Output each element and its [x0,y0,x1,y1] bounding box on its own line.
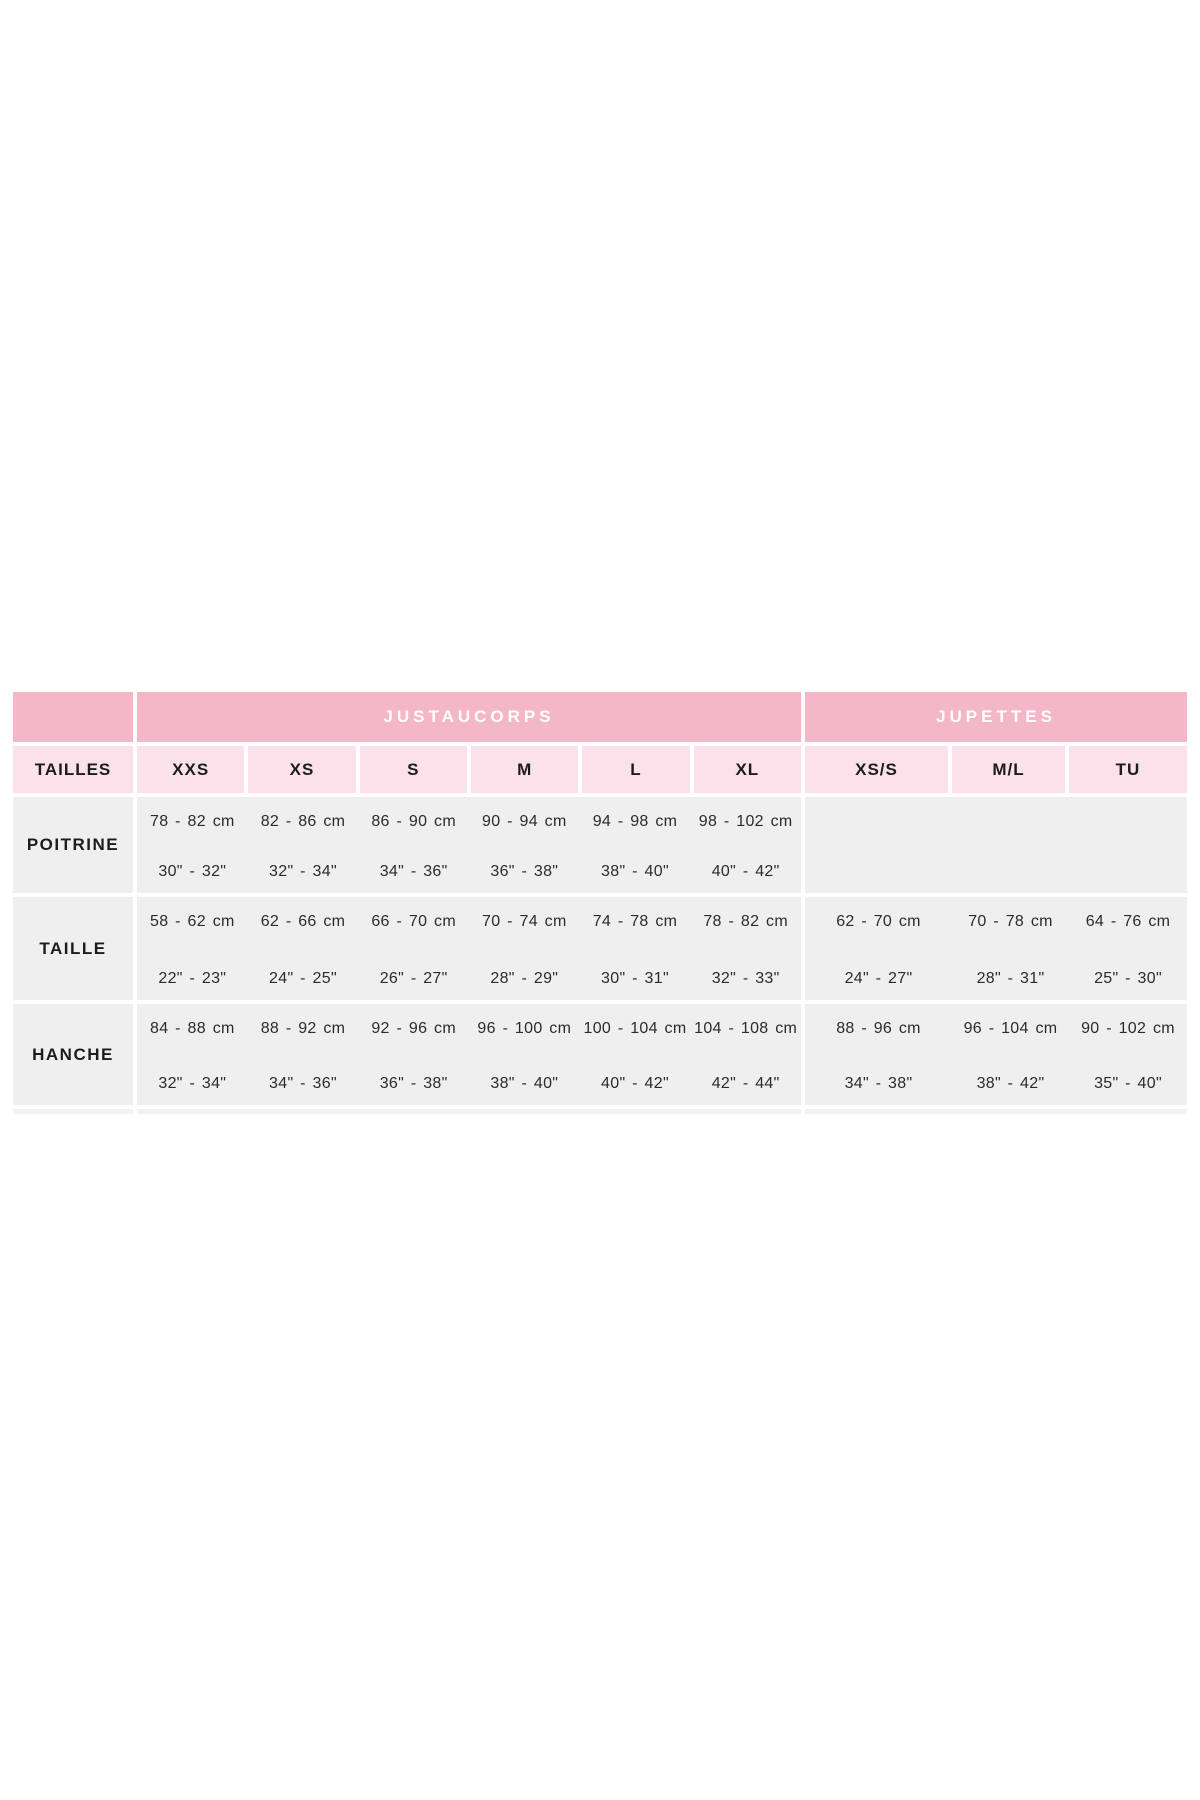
measurement-cell [580,1004,691,1105]
value-cm: 82 - 86 cm [260,813,346,830]
value-cm: 90 - 94 cm [482,813,567,830]
size-column-header-xl: XL [694,746,801,793]
value-in: 26" - 27" [379,970,448,987]
size-chart-table [13,692,1187,1114]
measurement-cell [137,897,248,1000]
value-in: 40" - 42" [601,1075,669,1092]
measurement-cell [248,1004,359,1105]
value-in: 22" - 23" [158,970,227,987]
value-cm: 86 - 90 cm [371,813,456,830]
table-row-poitrine [13,797,1187,893]
measurement-cell [358,897,469,1000]
bottom-strip-segment [137,1109,801,1114]
poitrine-justaucorps-values [137,797,801,893]
measurement-cell [952,1004,1069,1105]
value-in: 34" - 38" [844,1075,913,1092]
size-column-header-ml: M/L [952,746,1065,793]
row-label-poitrine: POITRINE [13,797,133,893]
value-cm: 88 - 96 cm [836,1020,921,1037]
measurement-cell [690,797,801,893]
value-in: 40" - 42" [711,863,780,880]
measurement-cell [805,897,952,1000]
measurement-cell [469,897,580,1000]
measurement-cell [690,1004,801,1105]
hanche-jupettes-values [805,1004,1187,1105]
value-in: 28" - 29" [490,970,559,987]
measurement-cell [137,1004,248,1105]
value-in: 35" - 40" [1094,1075,1162,1092]
size-column-header-l: L [582,746,689,793]
group-header-row [13,692,1187,742]
value-cm: 66 - 70 cm [371,913,456,930]
measurement-cell [358,1004,469,1105]
value-in: 24" - 27" [844,970,913,987]
size-column-header-m: M [471,746,578,793]
value-in: 25" - 30" [1094,970,1162,987]
measurement-cell [580,797,691,893]
size-column-header-s: S [360,746,467,793]
measurement-cell-empty [1069,797,1187,893]
sizes-header-label: TAILLES [13,746,133,793]
value-in: 38" - 42" [976,1075,1045,1092]
size-column-header-xs: XS [248,746,355,793]
value-cm: 96 - 100 cm [477,1020,572,1037]
measurement-cell [1069,1004,1187,1105]
value-cm: 98 - 102 cm [698,813,793,830]
poitrine-jupettes-values-empty [805,797,1187,893]
value-in: 38" - 40" [601,863,669,880]
jupettes-sizes-group [805,746,1187,793]
value-cm: 70 - 74 cm [482,913,567,930]
measurement-cell [358,797,469,893]
row-label-hanche: HANCHE [13,1004,133,1105]
value-cm: 94 - 98 cm [592,813,678,830]
hanche-justaucorps-values [137,1004,801,1105]
measurement-cell [805,1004,952,1105]
table-bottom-strip [13,1109,1187,1114]
value-cm: 78 - 82 cm [703,913,788,930]
value-cm: 90 - 102 cm [1081,1020,1175,1037]
value-in: 34" - 36" [379,863,448,880]
table-row-hanche [13,1004,1187,1105]
value-cm: 58 - 62 cm [150,913,235,930]
value-cm: 92 - 96 cm [371,1020,456,1037]
value-cm: 104 - 108 cm [694,1020,798,1037]
size-column-header-xss: XS/S [805,746,948,793]
measurement-cell [248,797,359,893]
value-in: 38" - 40" [490,1075,559,1092]
value-cm: 84 - 88 cm [150,1020,235,1037]
value-cm: 88 - 92 cm [260,1020,346,1037]
measurement-cell [248,897,359,1000]
value-in: 30" - 31" [601,970,669,987]
measurement-cell [952,897,1069,1000]
taille-justaucorps-values [137,897,801,1000]
value-in: 32" - 34" [269,863,337,880]
value-cm: 74 - 78 cm [592,913,678,930]
size-column-header-xxs: XXS [137,746,244,793]
measurement-cell [690,897,801,1000]
value-cm: 96 - 104 cm [963,1020,1058,1037]
measurement-cell [469,1004,580,1105]
measurement-cell [1069,897,1187,1000]
sizes-header-row [13,746,1187,793]
value-in: 24" - 25" [269,970,337,987]
group-header-jupettes: JUPETTES [805,692,1187,742]
group-header-spacer [13,692,133,742]
value-in: 30" - 32" [158,863,227,880]
justaucorps-sizes-group [137,746,801,793]
size-column-header-tu: TU [1069,746,1187,793]
value-cm: 62 - 66 cm [260,913,346,930]
measurement-cell [137,797,248,893]
measurement-cell-empty [952,797,1069,893]
value-cm: 64 - 76 cm [1085,913,1171,930]
value-in: 32" - 34" [158,1075,227,1092]
value-cm: 70 - 78 cm [968,913,1053,930]
table-row-taille [13,897,1187,1000]
value-in: 32" - 33" [711,970,780,987]
value-cm: 78 - 82 cm [150,813,235,830]
bottom-strip-segment [805,1109,1187,1114]
value-in: 42" - 44" [711,1075,780,1092]
measurement-cell-empty [805,797,952,893]
taille-jupettes-values [805,897,1187,1000]
value-cm: 62 - 70 cm [836,913,921,930]
bottom-strip-segment [13,1109,133,1114]
value-in: 36" - 38" [379,1075,448,1092]
measurement-cell [580,897,691,1000]
value-in: 34" - 36" [269,1075,337,1092]
value-in: 36" - 38" [490,863,559,880]
value-cm: 100 - 104 cm [583,1020,687,1037]
group-header-justaucorps: JUSTAUCORPS [137,692,801,742]
value-in: 28" - 31" [976,970,1045,987]
measurement-cell [469,797,580,893]
row-label-taille: TAILLE [13,897,133,1000]
